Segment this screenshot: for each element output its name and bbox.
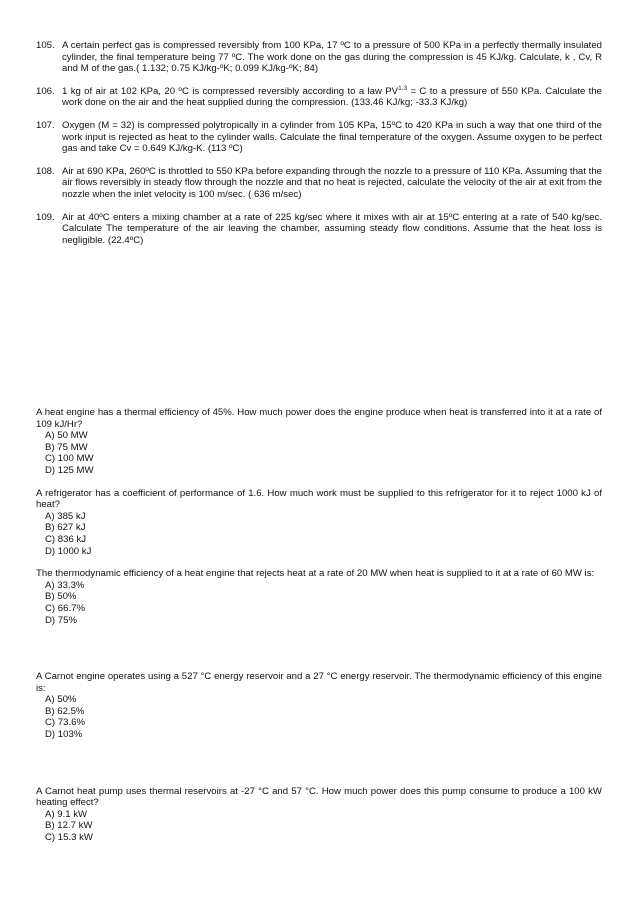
question-refrigerator-work bbox=[36, 488, 602, 558]
problem-number: 108. bbox=[36, 165, 55, 177]
question-stem: A Carnot engine operates using a 527 °C energy reservoir and a 27 °C energy reservoir. The thermodynamic efficiency of this engine is: bbox=[36, 671, 602, 694]
problem-number: 109. bbox=[36, 211, 55, 223]
answer-option: B) 75 MW bbox=[45, 441, 88, 453]
question-stem: A Carnot heat pump uses thermal reservoirs at -27 °C and 57 °C. How much power does this pump consume to produce a 100 kW heating effect? bbox=[36, 785, 602, 809]
problem-text: Air at 690 KPa, 260ºC is throttled to 550 KPa before expanding through the nozzle to a pressure of 110 KPa. Assuming that the air flows reversibly in steady flow through the nozzle and that no heat is rejected, calculate the velocity of the air at exit from the nozzle when the inlet velocity is 100 m/sec. ( 636 m/sec) bbox=[62, 165, 602, 200]
answer-option: B) 62.5% bbox=[45, 705, 85, 717]
problem-number: 107. bbox=[36, 119, 55, 131]
answer-option: C) 73.6% bbox=[45, 717, 85, 729]
answer-option: C) 66.7% bbox=[45, 602, 85, 614]
exponent: 1.3 bbox=[398, 84, 408, 92]
answer-option: D) 103% bbox=[45, 729, 83, 741]
question-stem: The thermodynamic efficiency of a heat engine that rejects heat at a rate of 20 MW when heat is supplied to it at a rate of 60 MW is: bbox=[36, 568, 595, 580]
answer-option: A) 33.3% bbox=[45, 579, 85, 591]
answer-option: A) 50 MW bbox=[45, 430, 88, 442]
answer-option: B) 12.7 kW bbox=[45, 820, 93, 832]
answer-option: C) 100 MW bbox=[45, 453, 94, 465]
question-stem: A heat engine has a thermal efficiency of 45%. How much power does the engine produce when heat is transferred into it at a rate of 109 kJ/Hr? bbox=[36, 407, 602, 430]
problem-107 bbox=[36, 120, 602, 155]
answer-option: D) 125 MW bbox=[45, 464, 94, 476]
question-carnot-heat-pump bbox=[36, 786, 602, 844]
answer-option: D) 1000 kJ bbox=[45, 545, 92, 557]
problem-number: 105. bbox=[36, 40, 55, 51]
answer-option: C) 836 kJ bbox=[45, 533, 87, 545]
question-heat-engine-power bbox=[36, 407, 602, 477]
problem-text: Air at 40ºC enters a mixing chamber at a rate of 225 kg/sec where it mixes with air at 15ºC entering at a rate of 540 kg/sec. Calculate The temperature of the air leaving the chamber, assuming steady flow conditions. Assume that the heat loss is negligible. (22.4ºC) bbox=[62, 211, 602, 246]
answer-option: A) 9.1 kW bbox=[45, 808, 88, 820]
question-carnot-engine bbox=[36, 671, 602, 741]
question-stem: A refrigerator has a coefficient of performance of 1.6. How much work must be supplied to this refrigerator for it to reject 1000 kJ of heat? bbox=[36, 487, 602, 511]
answer-option: B) 50% bbox=[45, 591, 77, 603]
answer-option: C) 15.3 kW bbox=[45, 832, 93, 844]
problem-108 bbox=[36, 166, 602, 201]
answer-option: A) 385 kJ bbox=[45, 510, 86, 522]
problem-106 bbox=[36, 86, 602, 109]
answer-option: B) 627 kJ bbox=[45, 522, 86, 534]
problem-number: 106. bbox=[36, 85, 55, 97]
answer-option: D) 75% bbox=[45, 614, 77, 626]
problem-109 bbox=[36, 212, 602, 247]
problem-105 bbox=[36, 40, 602, 75]
problem-text: 1 kg of air at 102 KPa, 20 ºC is compressed reversibly according to a law $PV^{1.3} = C$ to a pressure of 550 KPa. Calculate the work done on the air and the heat supplied during the compression. (133.46 KJ/kg; -33.3 KJ/kg) bbox=[62, 84, 602, 109]
answer-option: A) 50% bbox=[45, 694, 77, 706]
problem-text: A certain perfect gas is compressed reversibly from 100 KPa, 17 ºC to a pressure of 500 KPa in a perfectly thermally insulated cylinder, the final temperature being 77 ºC. The work done on the gas during the compression is 45 KJ/kg. Calculate, k , Cv, R and M of the gas.( 1.132; 0.75 KJ/kg-ºK; 0.099 KJ/kg-ºK; 84) bbox=[62, 40, 602, 75]
multiple-choice-questions bbox=[36, 407, 602, 855]
problem-text: Oxygen (M = 32) is compressed polytropically in a cylinder from 105 KPa, 15ºC to 420 KPa in such a way that one third of the work input is rejected as heat to the cylinder walls. Calculate the final temperature of the oxygen. Assume oxygen to be perfect gas and take Cv = 0.649 KJ/kg-K. (113 ºC) bbox=[62, 119, 602, 155]
numbered-problems bbox=[36, 40, 602, 257]
question-engine-efficiency bbox=[36, 568, 602, 626]
